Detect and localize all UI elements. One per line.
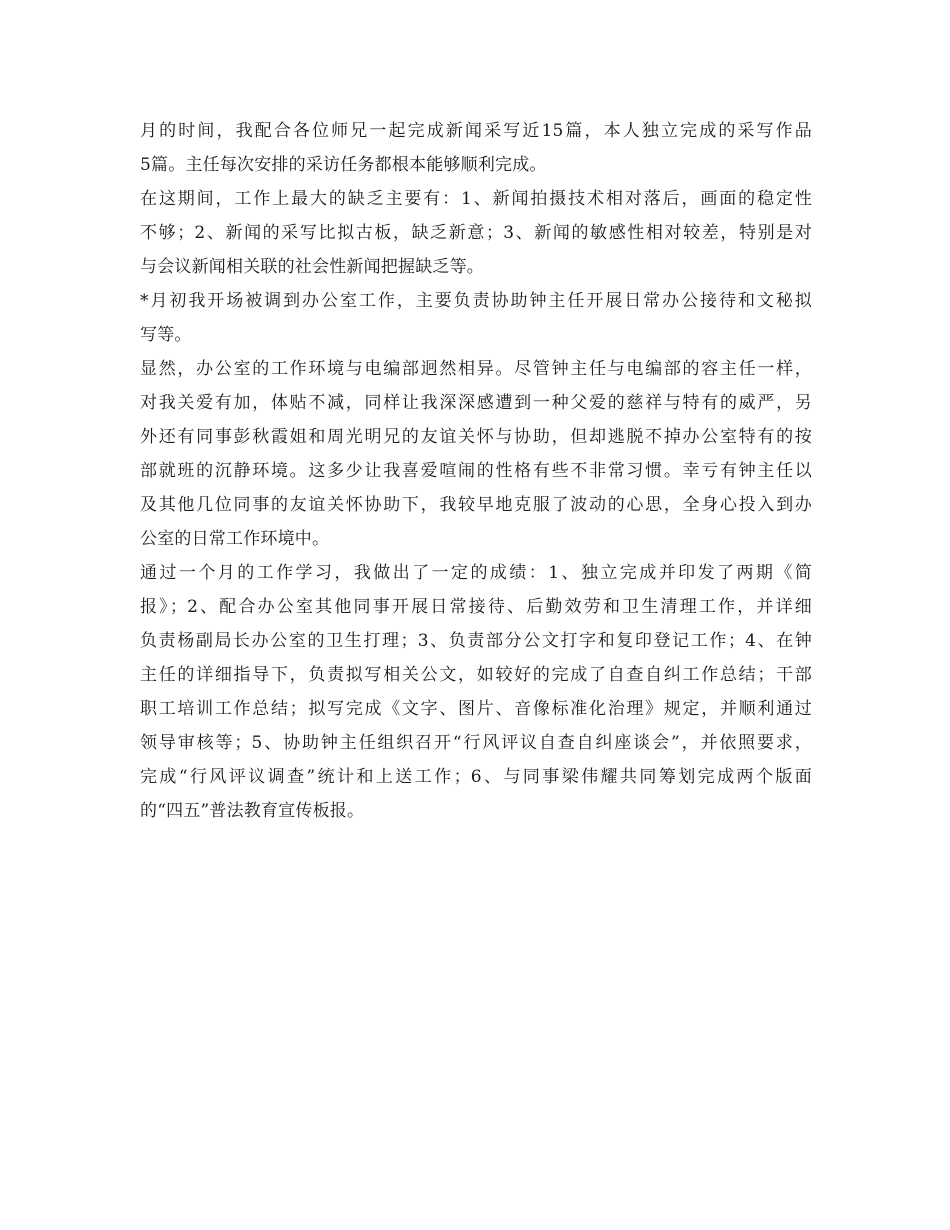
text-line: 显然，办公室的工作环境与电编部迥然相异。尽管钟主任与电编部的容主任一样， xyxy=(140,359,812,379)
text-line: 负责杨副局长办公室的卫生打理；3、负责部分公文打字和复印登记工作；4、在钟 xyxy=(140,631,812,651)
text-line: *月初我开场被调到办公室工作，主要负责协助钟主任开展日常办公接待和文秘拟 xyxy=(140,291,812,311)
text-line: 及其他几位同事的友谊关怀协助下，我较早地克服了波动的心思，全身心投入到办 xyxy=(140,495,812,515)
text-line: 对我关爱有加，体贴不减，同样让我深深感遭到一种父爱的慈祥与特有的威严，另 xyxy=(140,393,812,413)
text-line: 的“四五”普法教育宣传板报。 xyxy=(140,801,365,821)
text-line: 月的时间，我配合各位师兄一起完成新闻采写近15篇，本人独立完成的采写作品 xyxy=(140,121,812,141)
document-body xyxy=(140,114,812,828)
text-line: 5篇。主任每次安排的采访任务都根本能够顺利完成。 xyxy=(140,155,547,175)
text-line: 完成“行风评议调查”统计和上送工作；6、与同事梁伟耀共同筹划完成两个版面 xyxy=(140,767,812,787)
text-line: 领导审核等；5、协助钟主任组织召开“行风评议自查自纠座谈会”，并依照要求， xyxy=(140,733,812,753)
text-line: 部就班的沉静环境。这多少让我喜爱喧闹的性格有些不非常习惯。幸亏有钟主任以 xyxy=(140,461,812,481)
text-line: 通过一个月的工作学习，我做出了一定的成绩：1、独立完成并印发了两期《简 xyxy=(140,563,812,583)
text-line: 在这期间，工作上最大的缺乏主要有：1、新闻拍摄技术相对落后，画面的稳定性 xyxy=(140,189,812,209)
text-line: 主任的详细指导下，负责拟写相关公文，如较好的完成了自查自纠工作总结；干部 xyxy=(140,665,812,685)
text-line: 报》；2、配合办公室其他同事开展日常接待、后勤效劳和卫生清理工作，并详细 xyxy=(140,597,812,617)
text-line: 外还有同事彭秋霞姐和周光明兄的友谊关怀与协助，但却逃脱不掉办公室特有的按 xyxy=(140,427,812,447)
text-line: 不够；2、新闻的采写比拟古板，缺乏新意；3、新闻的敏感性相对较差，特别是对 xyxy=(140,223,812,243)
text-line: 公室的日常工作环境中。 xyxy=(140,529,330,549)
text-line: 与会议新闻相关联的社会性新闻把握缺乏等。 xyxy=(140,257,484,277)
text-line: 职工培训工作总结；拟写完成《文字、图片、音像标准化治理》规定，并顺利通过 xyxy=(140,699,812,719)
text-line: 写等。 xyxy=(140,325,192,345)
